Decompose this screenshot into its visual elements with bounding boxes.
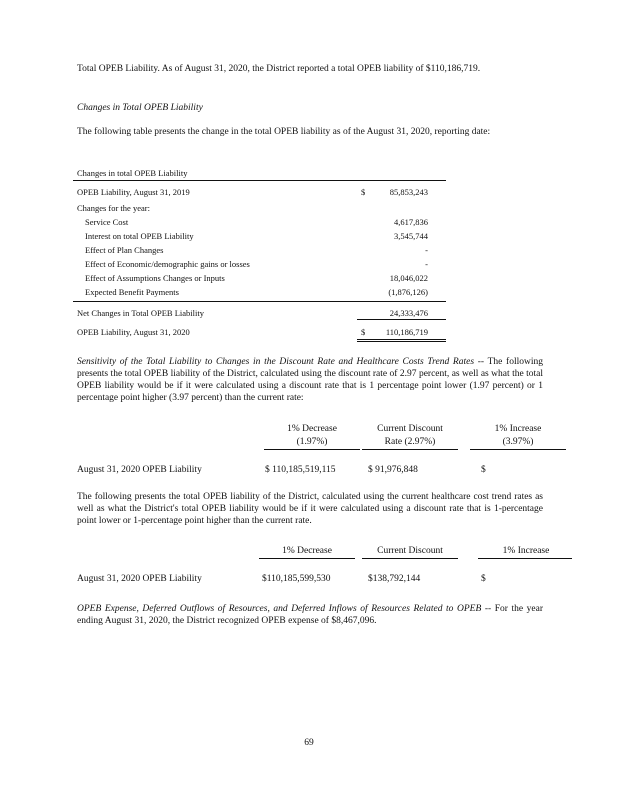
healthcare-col1-header: 1% Decrease	[282, 546, 332, 556]
healthcare-row-label: August 31, 2020 OPEB Liability	[77, 574, 202, 584]
changes-table-header: Changes in total OPEB Liability	[77, 168, 188, 178]
intro-paragraph: Total OPEB Liability. As of August 31, 2020, the District reported a total OPEB liability of $110,186,719.	[77, 64, 481, 74]
discount-col2-sub: Rate (2.97%)	[384, 437, 436, 447]
row-value: 18,046,022	[389, 273, 428, 283]
discount-col1-header: 1% Decrease	[287, 424, 337, 434]
row-dollar-sign: $	[361, 327, 366, 337]
row-value: -	[425, 245, 428, 255]
expense-heading: OPEB Expense, Deferred Outflows of Resources, and Deferred Inflows of Resources Related to OPEB	[77, 604, 482, 614]
changes-table-top-rule	[73, 180, 446, 181]
healthcare-col2-rule	[362, 558, 458, 559]
row-value: 3,545,744	[394, 231, 428, 241]
healthcare-col3-rule	[478, 558, 572, 559]
row-value: (1,876,126)	[388, 287, 428, 297]
row-value: 4,617,836	[394, 217, 428, 227]
discount-row-label: August 31, 2020 OPEB Liability	[77, 465, 202, 475]
net-changes-rule	[357, 319, 446, 320]
sensitivity-paragraph	[77, 357, 543, 405]
sensitivity-text: -- The following presents the total OPEB liability of the District, calculated using the discount rate of 2.97 percent, as well as what the total OPEB liability would be if it were calculated using a discount rate that is 1 percentage point lower (1.97 percent) or 1 percentage point higher (3.97 percent) than the current rate:	[77, 357, 543, 403]
discount-col2-header: Current Discount	[377, 424, 443, 434]
row-label: Net Changes in Total OPEB Liability	[77, 308, 204, 318]
healthcare-col2-header: Current Discount	[377, 546, 443, 556]
healthcare-val1: $110,185,599,530	[262, 574, 331, 584]
healthcare-paragraph: The following presents the total OPEB liability of the District, calculated using the current healthcare cost trend rates as well as what the District's total OPEB liability would be if it were calculated using a discount rate that is 1-percentage point lower or 1-percentage point higher than the current rate.	[77, 492, 543, 526]
healthcare-val3: $	[481, 574, 486, 584]
healthcare-col1-rule	[259, 558, 355, 559]
row-value: 24,333,476	[389, 308, 428, 318]
total-double-rule	[357, 339, 446, 342]
row-label: Interest on total OPEB Liability	[85, 231, 194, 241]
row-label: Changes for the year:	[77, 203, 150, 213]
row-value: -	[425, 259, 428, 269]
row-value: 110,186,719	[385, 327, 428, 337]
row-label: Service Cost	[85, 217, 129, 227]
changes-intro-paragraph: The following table presents the change in the total OPEB liability as of the August 31, 2020, reporting date:	[77, 127, 491, 137]
expense-text: -- For the year ending August 31, 2020, the District recognized OPEB expense of $8,467,096.	[77, 604, 543, 626]
changes-subtotal-rule	[73, 301, 446, 302]
discount-val3: $	[481, 465, 486, 475]
healthcare-col3-header: 1% Increase	[502, 546, 550, 556]
discount-col1-sub: (1.97%)	[296, 437, 328, 447]
row-label: Effect of Economic/demographic gains or losses	[85, 259, 250, 269]
row-label: Effect of Plan Changes	[85, 245, 164, 255]
discount-val1: $ 110,185,519,115	[265, 465, 336, 475]
row-label: OPEB Liability, August 31, 2020	[77, 327, 190, 337]
discount-col3-sub: (3.97%)	[502, 437, 534, 447]
discount-col1-rule	[264, 449, 360, 450]
sensitivity-heading: Sensitivity of the Total Liability to Changes in the Discount Rate and Healthcare Costs Trend Rates	[77, 357, 475, 367]
row-dollar-sign: $	[361, 187, 366, 197]
page-number: 69	[304, 738, 314, 748]
row-label: OPEB Liability, August 31, 2019	[77, 187, 190, 197]
expense-paragraph	[77, 604, 543, 628]
discount-val2: $ 91,976,848	[368, 465, 418, 475]
discount-col2-rule	[362, 449, 458, 450]
row-value: 85,853,243	[389, 187, 428, 197]
discount-col3-header: 1% Increase	[494, 424, 542, 434]
changes-heading: Changes in Total OPEB Liability	[77, 103, 203, 113]
row-label: Effect of Assumptions Changes or Inputs	[85, 273, 225, 283]
discount-col3-rule	[470, 449, 566, 450]
row-label: Expected Benefit Payments	[85, 287, 179, 297]
healthcare-val2: $138,792,144	[368, 574, 421, 584]
